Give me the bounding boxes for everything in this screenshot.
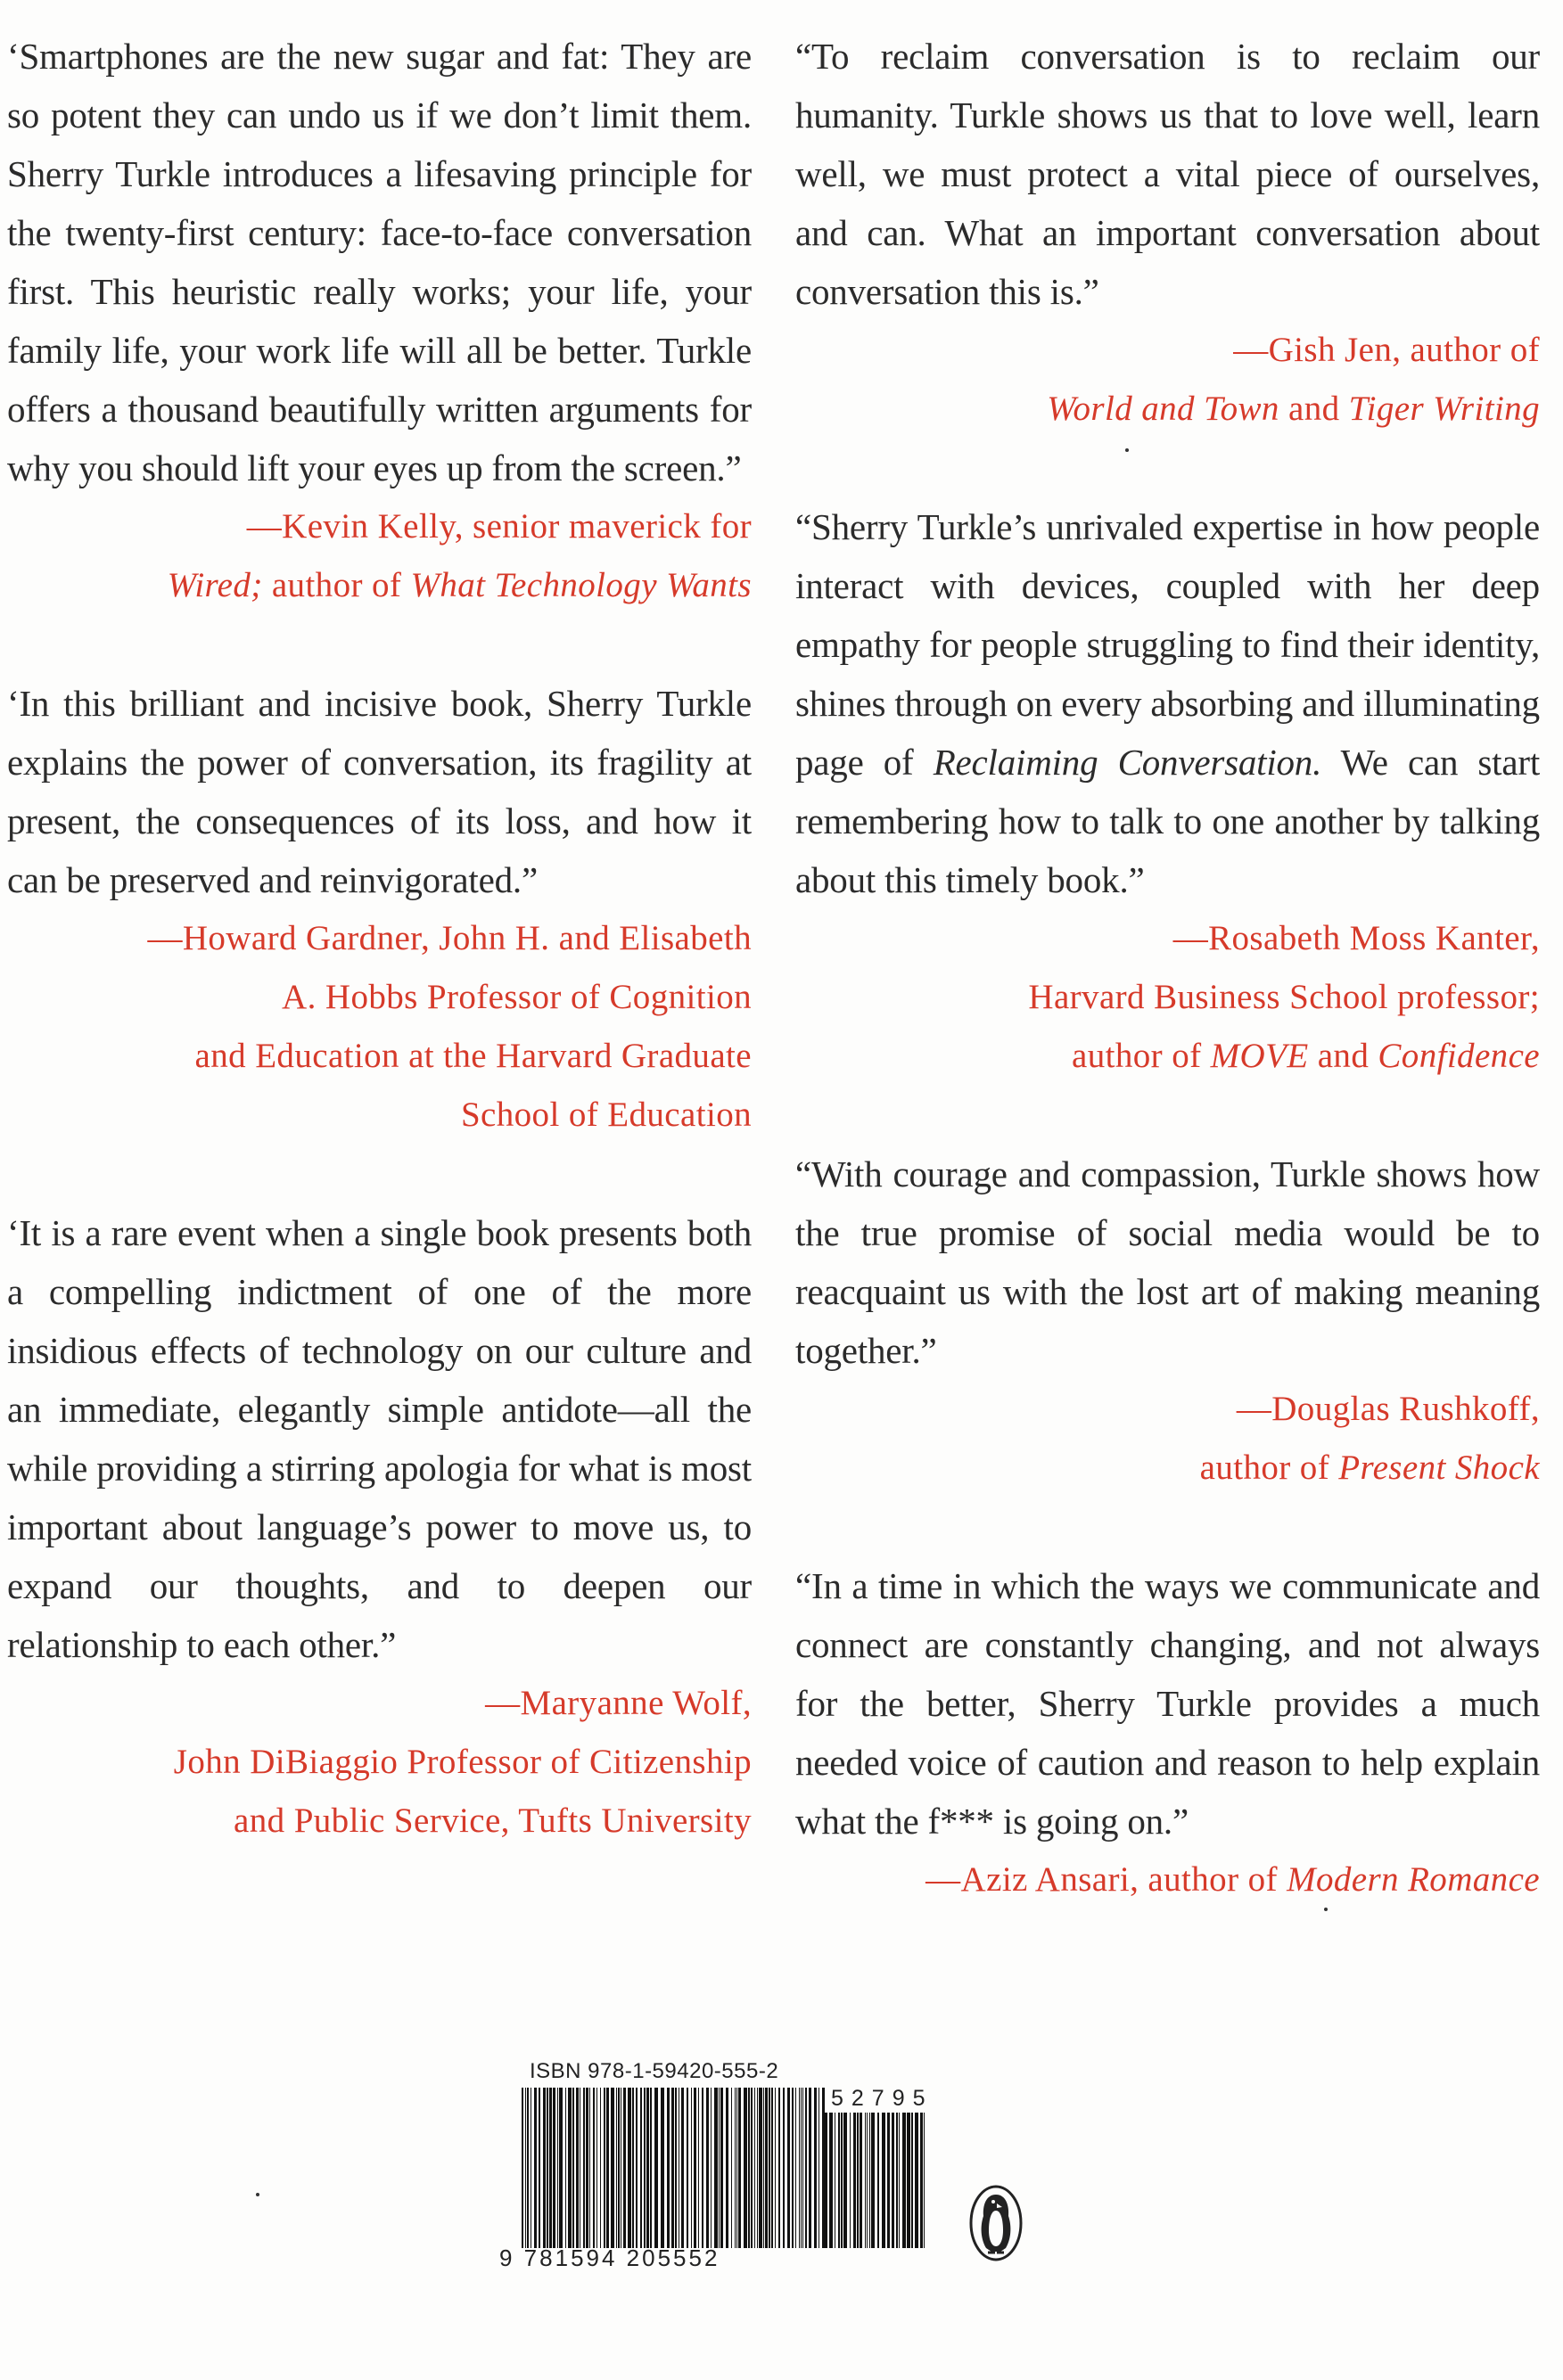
- barcode-bar: [738, 2088, 741, 2248]
- barcode-bar: [748, 2088, 750, 2248]
- barcode-bar: [559, 2088, 563, 2248]
- barcode-bar: [720, 2088, 723, 2248]
- quote-text: “Sherry Turkle’s unrivaled expertise in how people interact with devices, coupled with her deep empathy for people struggling to find their identity, shines through on every absorbing and illuminating page of: [795, 506, 1540, 783]
- barcode-bar: [719, 2088, 720, 2248]
- barcode-bar: [644, 2088, 646, 2248]
- attribution-line: and Public Service, Tufts University: [234, 1801, 752, 1840]
- barcode-bar: [694, 2088, 696, 2248]
- attribution-line: —Rosabeth Moss Kanter,: [1172, 919, 1540, 957]
- barcode-bar: [771, 2088, 773, 2248]
- attribution-italic: Present Shock: [1338, 1449, 1540, 1487]
- barcode-bar: [860, 2113, 862, 2248]
- barcode-bar: [543, 2088, 546, 2248]
- barcode-bar: [799, 2088, 800, 2248]
- barcode-bar: [522, 2088, 523, 2248]
- price-code: 52795: [831, 2086, 934, 2111]
- isbn-label: ISBN 978-1-59420-555-2: [530, 2059, 779, 2083]
- barcode-bar: [896, 2113, 898, 2248]
- blurb-rushkoff: [795, 1145, 1540, 1498]
- blurb-quote: ‘In this brilliant and incisive book, Sherry Turkle explains the power of conversation, its fragility at present, the consequences of its loss, and how it can be preserved and reinvigorated.”: [7, 683, 752, 900]
- barcode-bar: [857, 2113, 859, 2248]
- ean13-bars: [522, 2088, 825, 2248]
- barcode-bar: [759, 2088, 762, 2248]
- barcode-bar: [616, 2088, 617, 2248]
- barcode-bar: [853, 2113, 856, 2248]
- blurb-kanter: [795, 497, 1540, 1086]
- attribution-line: author of: [262, 566, 411, 604]
- barcode-bar: [681, 2088, 684, 2248]
- blurb-quote: [795, 497, 1540, 909]
- barcode-bar: [877, 2113, 879, 2248]
- barcode-bar: [661, 2088, 664, 2248]
- barcode-bar: [792, 2088, 794, 2248]
- barcode-bar: [654, 2088, 658, 2248]
- blurb-quote: ‘Smartphones are the new sugar and fat: They are so potent they can undo us if we don’t limit them. Sherry Turkle introduces a lifesaving principle for the twenty-first century: face-to-face conversation first. This heuristic really works; your life, your family life, your work life will all be better. Turkle offers a thousand beautifully written arguments for why you should lift your eyes up from the screen.”: [7, 36, 752, 488]
- barcode-bar: [706, 2088, 709, 2248]
- barcode-bar: [907, 2113, 910, 2248]
- scan-speck: [1125, 448, 1129, 452]
- attribution-line: School of Education: [460, 1096, 752, 1134]
- barcode-bar: [628, 2088, 631, 2248]
- barcode-bar: [920, 2113, 923, 2248]
- barcode-bar: [754, 2088, 755, 2248]
- attribution-line: —Aziz Ansari, author of: [925, 1860, 1287, 1899]
- barcode-bar: [568, 2088, 572, 2248]
- barcode-bar: [736, 2088, 737, 2248]
- barcode-bar: [576, 2088, 579, 2248]
- barcode-bar: [553, 2088, 555, 2248]
- barcode-bar: [814, 2088, 817, 2248]
- left-column: [7, 27, 752, 1851]
- attribution-italic: Confidence: [1378, 1037, 1540, 1075]
- barcode-bar: [778, 2088, 780, 2248]
- blurb-attribution: [795, 321, 1540, 439]
- barcode-bar: [841, 2113, 843, 2248]
- barcode-bar: [687, 2088, 688, 2248]
- barcode-bar: [604, 2088, 605, 2248]
- attribution-line: author of: [1199, 1449, 1339, 1487]
- attribution-line: —Maryanne Wolf,: [485, 1684, 752, 1722]
- attribution-italic: Modern Romance: [1287, 1860, 1540, 1899]
- barcode-bar: [867, 2113, 868, 2248]
- blurb-gardner: [7, 674, 752, 1145]
- barcode-bar: [586, 2088, 588, 2248]
- penguin-logo-icon: [968, 2184, 1024, 2262]
- barcode-bar: [726, 2088, 728, 2248]
- quote-text: We can start remembering how to talk to one another by talking about this timely book.”: [795, 742, 1541, 900]
- right-column: [795, 27, 1540, 1909]
- barcode-bar: [671, 2088, 674, 2248]
- barcode-bar: [801, 2088, 802, 2248]
- barcode-bar: [525, 2088, 526, 2248]
- blurb-attribution: [795, 1380, 1540, 1498]
- barcode-bar: [825, 2113, 827, 2248]
- barcode-bar: [632, 2088, 634, 2248]
- attribution-line: author of: [1072, 1037, 1211, 1075]
- barcode-bar: [593, 2088, 595, 2248]
- barcode-bar: [600, 2088, 601, 2248]
- attribution-line: John DiBiaggio Professor of Citizenship: [173, 1743, 752, 1781]
- attribution-line: and: [1308, 1037, 1378, 1075]
- attribution-line: —Douglas Rushkoff,: [1236, 1390, 1540, 1428]
- barcode-bar: [915, 2113, 918, 2248]
- barcode-bar: [787, 2088, 790, 2248]
- barcode-bar: [534, 2088, 537, 2248]
- blurb-wolf: [7, 1203, 752, 1851]
- barcode-bar: [757, 2088, 758, 2248]
- barcode-bar: [650, 2088, 652, 2248]
- barcode-bar: [527, 2088, 529, 2248]
- scan-speck: [256, 2193, 259, 2196]
- barcode-bar: [583, 2088, 585, 2248]
- scan-speck: [1324, 1908, 1328, 1911]
- attribution-line: and: [1279, 390, 1349, 428]
- blurb-attribution: [7, 909, 752, 1145]
- isbn-barcode: [499, 2059, 1034, 2282]
- barcode-bar: [892, 2113, 894, 2248]
- barcode-bar: [802, 2088, 803, 2248]
- blurb-attribution: [795, 1851, 1540, 1909]
- quote-book-title: Reclaiming Conversation.: [933, 742, 1322, 783]
- barcode-bar: [711, 2088, 712, 2248]
- barcode-bar: [769, 2088, 770, 2248]
- attribution-line: and Education at the Harvard Graduate: [194, 1037, 752, 1075]
- barcode-bar: [596, 2088, 597, 2248]
- barcode-bar: [572, 2088, 574, 2248]
- attribution-italic: World and Town: [1047, 390, 1279, 428]
- barcode-bar: [549, 2088, 552, 2248]
- attribution-italic: What Technology Wants: [410, 566, 752, 604]
- attribution-italic: Wired;: [167, 566, 263, 604]
- barcode-bar: [636, 2088, 638, 2248]
- blurb-quote: ‘It is a rare event when a single book presents both a compelling indictment of one of the more insidious effects of technology on our culture and an immediate, elegantly simple antidote—all the while providing a stirring apologia for what is most important about language’s power to move us, to expand our thoughts, and to deepen our relationship to each other.”: [7, 1212, 752, 1665]
- barcode-bar: [924, 2113, 925, 2248]
- barcode-bar: [899, 2113, 900, 2248]
- barcode-bar: [623, 2088, 626, 2248]
- barcode-bar: [902, 2113, 906, 2248]
- attribution-line: A. Hobbs Professor of Cognition: [282, 978, 752, 1016]
- attribution-line: Harvard Business School professor;: [1028, 978, 1540, 1016]
- barcode-digits: 9 781594 205552: [499, 2245, 720, 2271]
- barcode-bar: [911, 2113, 913, 2248]
- barcode-bar: [869, 2113, 870, 2248]
- barcode-bar: [547, 2088, 548, 2248]
- barcode-bar: [763, 2088, 764, 2248]
- barcode-bar: [565, 2088, 566, 2248]
- barcode-bar: [865, 2113, 866, 2248]
- barcode-bar: [882, 2113, 885, 2248]
- blurb-attribution: [7, 1674, 752, 1851]
- blurb-kelly: [7, 27, 752, 615]
- blurb-quote: “In a time in which the ways we communicate and connect are constantly changing, and not always for the better, Sherry Turkle provides a much needed voice of caution and reason to help explain what the f*** is going on.”: [795, 1565, 1540, 1842]
- barcode-bar: [765, 2088, 768, 2248]
- barcode-bar: [698, 2088, 699, 2248]
- barcode-bar: [618, 2088, 620, 2248]
- barcode-bar: [744, 2088, 747, 2248]
- attribution-line: —Kevin Kelly, senior maverick for: [246, 507, 752, 546]
- barcode-bar: [539, 2088, 540, 2248]
- barcode-bar: [557, 2088, 558, 2248]
- barcode-bar: [871, 2113, 875, 2248]
- blurb-attribution: [795, 909, 1540, 1086]
- barcode-bar: [675, 2088, 677, 2248]
- barcode-bar: [589, 2088, 590, 2248]
- barcode-bar: [606, 2088, 609, 2248]
- blurb-jen: [795, 27, 1540, 439]
- barcode-bar: [783, 2088, 785, 2248]
- blurb-ansari: [795, 1556, 1540, 1909]
- price-bars: [825, 2113, 925, 2248]
- blurb-quote: “With courage and compassion, Turkle shows how the true promise of social media would be to reacquaint us with the lost art of making meaning together.”: [795, 1153, 1540, 1371]
- blurb-quote: “To reclaim conversation is to reclaim our humanity. Turkle shows us that to love well, learn well, we must protect a vital piece of ourselves, and can. What an important conversation about conversation this is.”: [795, 36, 1540, 312]
- barcode-bar: [751, 2088, 753, 2248]
- attribution-italic: Tiger Writing: [1348, 390, 1540, 428]
- barcode-bar: [775, 2088, 776, 2248]
- blurb-attribution: [7, 497, 752, 615]
- barcode-bar: [829, 2113, 833, 2248]
- barcode-bar: [646, 2088, 649, 2248]
- barcode-bar: [795, 2088, 796, 2248]
- barcode-bar: [731, 2088, 732, 2248]
- barcode-bar: [735, 2088, 736, 2248]
- barcode-bar: [805, 2088, 807, 2248]
- barcode-bar: [714, 2088, 718, 2248]
- attribution-line: —Howard Gardner, John H. and Elisabeth: [147, 919, 752, 957]
- barcode-bar: [838, 2113, 840, 2248]
- attribution-italic: MOVE: [1210, 1037, 1309, 1075]
- barcode-bar: [809, 2088, 811, 2248]
- barcode-bar: [702, 2088, 703, 2248]
- attribution-line: —Gish Jen, author of: [1233, 331, 1540, 369]
- barcode-bar: [887, 2113, 890, 2248]
- barcode-bar: [691, 2088, 692, 2248]
- barcode-bar: [611, 2088, 614, 2248]
- barcode-bar: [640, 2088, 642, 2248]
- barcode-bar: [850, 2113, 851, 2248]
- barcode-bar: [843, 2113, 847, 2248]
- barcode-bar: [667, 2088, 670, 2248]
